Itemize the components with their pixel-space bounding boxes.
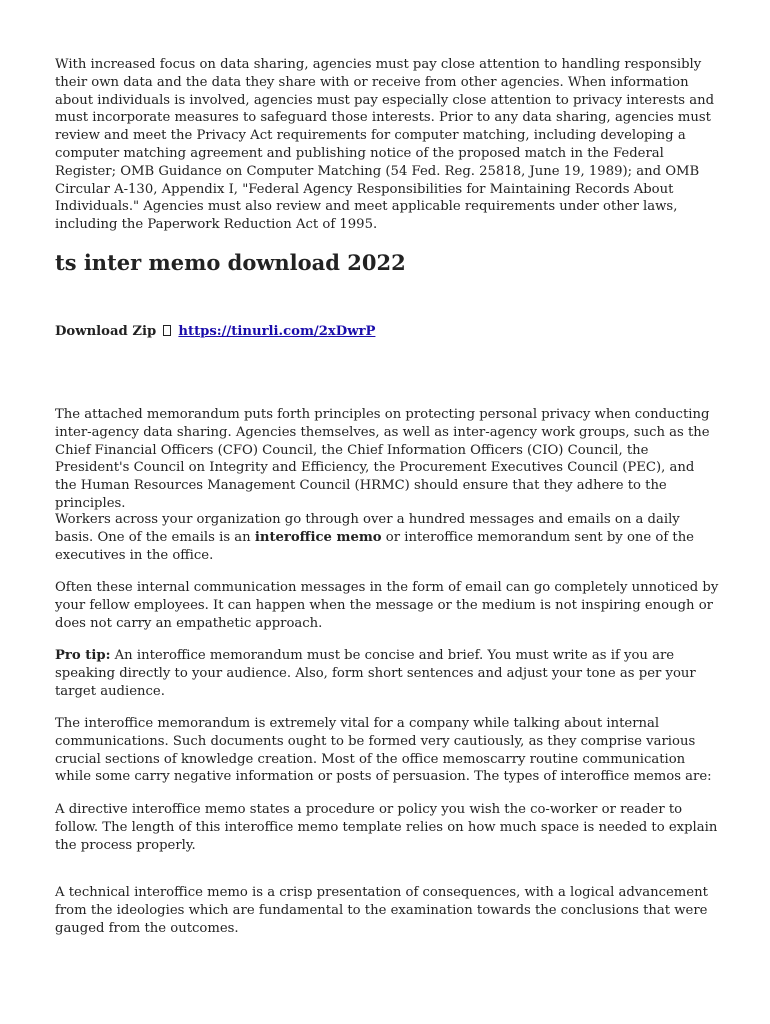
paragraph-technical-memo: A technical interoffice memo is a crisp presentation of consequences, with a logical advancement from the ideologies which are fundamental to the examination towards the conclusions that were gauged from the outcomes. <box>55 885 708 936</box>
paragraph-pro-tip <box>55 647 720 700</box>
bold-term: interoffice memo <box>254 529 382 545</box>
pro-tip-label: Pro tip: <box>55 648 111 663</box>
paragraph-privacy-principles: The attached memorandum puts forth principles on protecting personal privacy when conducting inter-agency data sharing. Agencies themselves, as well as inter-agency work groups, such as the Chief Financial Officers (CFO) Council, the Chief Information Officers (CIO) Council, the President's Council on Integrity and Efficiency, the Procurement Executives Council (PEC), and the Human Resources Management Council (HRMC) should ensure that they adhere to the principles. <box>55 407 710 511</box>
paragraph-text: or interoffice memorandum sent by one of the executives in the office. <box>55 529 694 563</box>
paragraph-vital: The interoffice memorandum is extremely vital for a company while talking about internal communications. Such documents ought to be formed very cautiously, as they comprise various crucial sections of knowledge creation. Most of the office memoscarry routine communication while some carry negative information or posts of persuasion. The types of interoffice memos are: <box>55 716 712 785</box>
missing-glyph-icon <box>163 325 171 336</box>
paragraph-text: Workers across your organization go through over a hundred messages and emails on a daily basis. One of the emails is an <box>55 512 680 545</box>
paragraph-workers <box>55 511 720 564</box>
paragraph-unnoticed: Often these internal communication messages in the form of email can go completely unnoticed by your fellow employees. It can happen when the message or the medium is not inspiring enough or does not carry an empathetic approach. <box>55 580 719 631</box>
download-line <box>55 323 375 341</box>
page-title: ts inter memo download 2022 <box>55 250 406 275</box>
paragraph-text: An interoffice memorandum must be concise and brief. You must write as if you are speaking directly to your audience. Also, form short sentences and adjust your tone as per your target audience. <box>55 648 696 699</box>
download-link[interactable]: https://tinurli.com/2xDwrP <box>178 324 376 339</box>
intro-paragraph: With increased focus on data sharing, agencies must pay close attention to handling responsibly their own data and the data they share with or receive from other agencies. When information about individuals is involved, agencies must pay especially close attention to privacy interests and must incorporate measures to safeguard those interests. Prior to any data sharing, agencies must review and meet the Privacy Act requirements for computer matching, including developing a computer matching agreement and publishing notice of the proposed match in the Federal Register; OMB Guidance on Computer Matching (54 Fed. Reg. 25818, June 19, 1989); and OMB Circular A-130, Appendix I, "Federal Agency Responsibilities for Maintaining Records About Individuals." Agencies must also review and meet applicable requirements under other laws, including the Paperwork Reduction Act of 1995. <box>55 57 715 233</box>
download-label: Download Zip <box>55 324 157 339</box>
paragraph-directive-memo: A directive interoffice memo states a procedure or policy you wish the co-worker or reader to follow. The length of this interoffice memo template relies on how much space is needed to explain the process properly. <box>55 802 718 853</box>
